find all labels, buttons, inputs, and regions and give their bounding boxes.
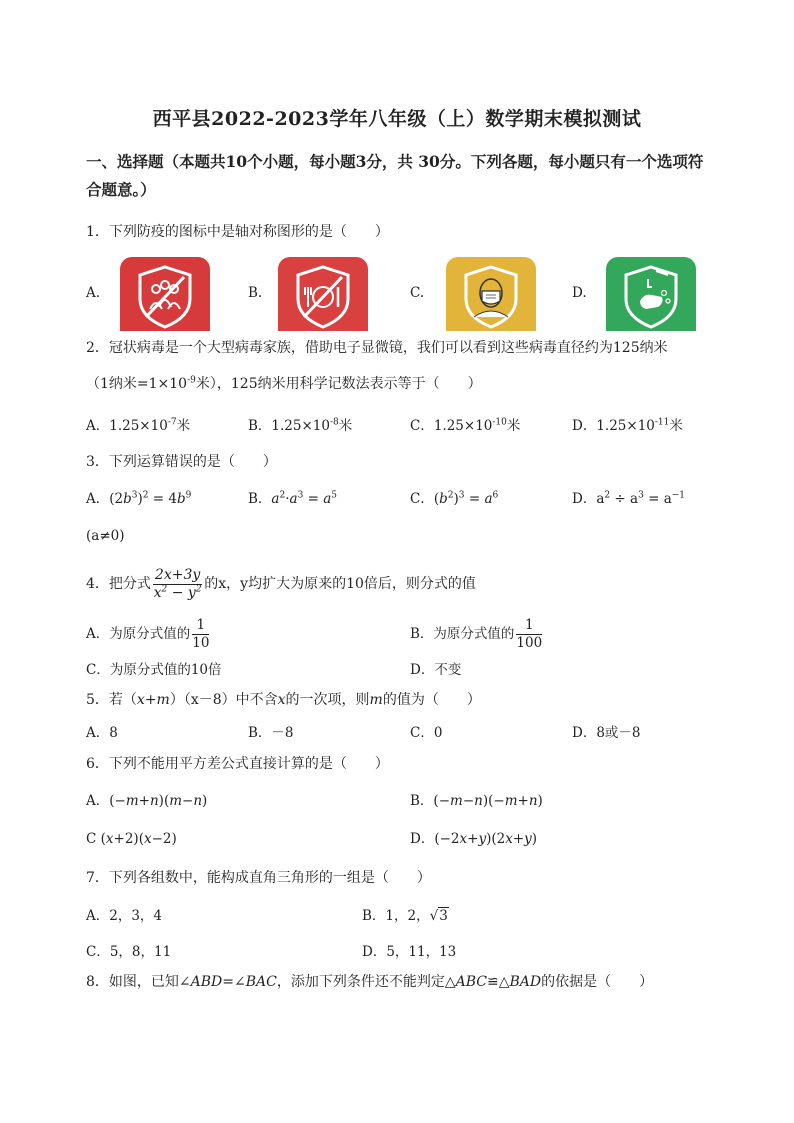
question-1-stem: 1．下列防疫的图标中是轴对称图形的是（ ） — [86, 224, 389, 240]
question-2-stem-line1: 2．冠状病毒是一个大型病毒家族，借助电子显微镜，我们可以看到这些病毒直径约为125纳米 — [86, 340, 668, 356]
question-6-stem: 6．下列不能用平方差公式直接计算的是（ ） — [86, 756, 389, 772]
q5-option-d: D．8或－8 — [572, 725, 641, 741]
question-5-stem: 5．若（x+m）（x－8）中不含x的一次项，则m的值为（ ） — [86, 692, 481, 708]
q4-option-a: A．为原分式值的 $\frac{1}{10}$ — [86, 617, 210, 651]
hand-washing-icon — [606, 257, 696, 331]
no-dining-icon — [278, 257, 368, 331]
q3-option-a: A．$(2b^3)^2 = 4b^9$ — [86, 490, 192, 507]
question-3-stem: 3．下列运算错误的是（ ） — [86, 454, 277, 470]
crowd-prohibited-icon — [120, 257, 210, 331]
q7-option-c: C．5，8，11 — [86, 944, 172, 960]
q6-option-a: A．(−m+n)(m−n) — [86, 793, 208, 809]
question-2-stem-line2: （1纳米$=1\times 10^{-9}$米），125纳米用科学记数法表示等于（ ） — [86, 375, 482, 392]
exam-title: 西平县2022-2023学年八年级（上）数学期末模拟测试 — [152, 108, 642, 130]
q1-option-d-label: D. — [572, 285, 587, 301]
q1-option-b-label: B. — [248, 285, 263, 301]
question-4-stem: 4．把分式 $\frac{2x+3y}{x^2 - y^2}$ 的x，y均扩大为原来的10倍后，则分式的值 — [86, 566, 476, 601]
q6-option-c: C (x+2)(x−2) — [86, 831, 177, 847]
q5-option-c: C．0 — [410, 725, 443, 741]
q3-option-b: B．$a^2\cdot a^3 = a^5$ — [248, 490, 338, 507]
q2-option-c: C．$1.25\times 10^{-10}$米 — [410, 417, 521, 434]
question-8-stem: 8．如图，已知∠ABD=∠BAC，添加下列条件还不能判定△ABC≌△BAD的依据是（ ） — [86, 974, 654, 990]
q1-option-a-label: A. — [86, 285, 101, 301]
q7-option-b: B．1，2，√3 — [362, 908, 448, 924]
q6-option-b: B．(−m−n)(−m+n) — [410, 793, 543, 809]
q1-option-c-label: C. — [410, 285, 425, 301]
q4-option-c: C．为原分式值的10倍 — [86, 662, 222, 678]
q6-option-d: D．(−2x+y)(2x+y) — [410, 831, 538, 847]
question-7-stem: 7．下列各组数中，能构成直角三角形的一组是（ ） — [86, 870, 431, 886]
q3-option-c: C．$(b^2)^3 = a^6$ — [410, 490, 499, 507]
q2-option-a: A．$1.25\times 10^{-7}$米 — [86, 417, 191, 434]
face-mask-icon — [446, 257, 536, 331]
q3-option-d-condition: (a≠0) — [86, 528, 125, 544]
q7-option-a: A．2，3，4 — [86, 908, 163, 924]
q3-option-d: D．$a^2 \div a^3 = a^{-1}$ — [572, 490, 686, 507]
q4-option-d: D．不变 — [410, 662, 462, 678]
section-heading: 一、选择题（本题共10个小题，每小题3分，共 30分。下列各题，每小题只有一个选项符合题意。） — [86, 152, 704, 199]
q5-option-b: B．－8 — [248, 725, 294, 741]
q2-option-d: D．$1.25\times 10^{-11}$米 — [572, 417, 683, 434]
q5-option-a: A．8 — [86, 725, 118, 741]
q2-option-b: B．$1.25\times 10^{-8}$米 — [248, 417, 353, 434]
q4-option-b: B．为原分式值的 $\frac{1}{100}$ — [410, 617, 543, 651]
q7-option-d: D．5，11，13 — [362, 944, 457, 960]
